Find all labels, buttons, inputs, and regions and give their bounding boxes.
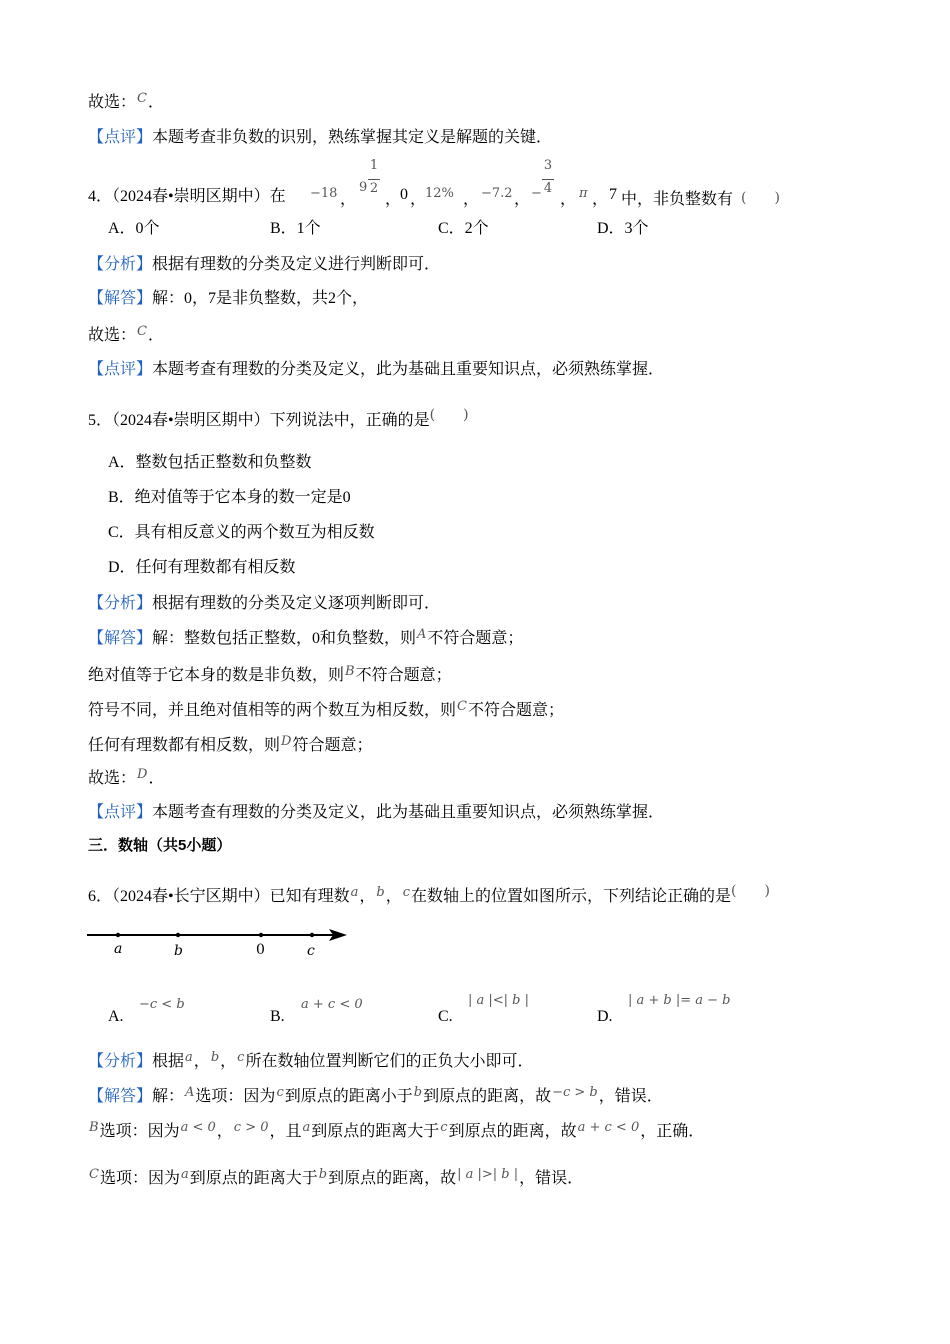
q6-paren: ( ) — [731, 883, 770, 899]
answer-text: 到原点的距离，故 — [448, 1123, 577, 1140]
choose-prefix: 故选： — [88, 327, 137, 344]
q5-answer-line-1 — [88, 628, 523, 651]
q4-item-neg18: −18 — [310, 186, 338, 201]
var-a: a — [180, 1167, 189, 1182]
sep: ， — [385, 888, 402, 905]
q4-sep: ， — [385, 191, 402, 208]
var-c: c — [440, 1120, 448, 1135]
sep: ， — [216, 1123, 233, 1140]
choose-answer: C — [137, 91, 147, 106]
var-c: c — [276, 1085, 284, 1100]
expr: | a |>| b | — [457, 1167, 519, 1182]
analysis-text: 所在数轴位置判断它们的正负大小即可． — [245, 1053, 534, 1070]
answer-text: 到原点的距离，故 — [423, 1088, 552, 1105]
q6-answer-b — [88, 1121, 704, 1144]
q5-stem-text: 5．（2024春•崇明区期中）下列说法中，正确的是 — [88, 412, 430, 429]
number-line-figure — [85, 922, 350, 962]
analysis-text: 根据有理数的分类及定义进行判断即可． — [152, 256, 441, 273]
var-B: B — [345, 664, 355, 679]
comment-text: 本题考查非负数的识别，熟练掌握其定义是解题的关键． — [152, 129, 553, 146]
label-a: a — [114, 941, 123, 957]
q4-frac-num: 3 — [543, 158, 553, 173]
q4-option-b: B．1个 — [270, 220, 321, 237]
q6-analysis — [88, 1051, 533, 1074]
var-c: c — [237, 1050, 245, 1065]
analysis-tag: 【分析】 — [88, 595, 153, 612]
var-A: A — [417, 627, 427, 642]
q5-choose-line: 故选：$^D$． — [88, 767, 165, 787]
q4-frac-bar — [542, 179, 554, 180]
q4-num: 4． — [88, 188, 113, 205]
var-c: c — [402, 885, 411, 900]
q6-answer-c — [88, 1168, 583, 1191]
q4-sep: ， — [340, 191, 357, 208]
q4-mixed-den: 2 — [369, 181, 379, 196]
q5-answer-line-3 — [88, 700, 564, 723]
var-B: B — [89, 1120, 99, 1135]
q4-sep: ， — [592, 191, 609, 208]
var-a: a — [350, 885, 359, 900]
q4-neg-sign: − — [531, 186, 542, 201]
q4-paren: ( ) — [741, 190, 780, 206]
q6-option-a-expr: −c < b — [139, 997, 185, 1012]
var-b: b — [376, 885, 385, 900]
q6-option-d-expr: | a + b |= a − b — [628, 993, 731, 1008]
q6-option-d-letter: D. — [597, 1008, 613, 1025]
q4-item-12pct: 12% — [425, 186, 454, 201]
var-C: C — [457, 699, 467, 714]
q6-option-c-expr: | a |<| b | — [468, 993, 530, 1008]
answer-text: ，正确． — [640, 1123, 705, 1140]
answer-text: 不符合题意； — [427, 630, 524, 647]
var-a: a — [302, 1120, 311, 1135]
q4-option-c: C．2个 — [438, 220, 489, 237]
expr: a + c < 0 — [577, 1120, 640, 1135]
var-a: a — [185, 1050, 193, 1065]
expr: a < 0 — [180, 1120, 216, 1135]
var-A: A — [185, 1085, 195, 1100]
answer-text: 符号不同，并且绝对值相等的两个数互为相反数，则 — [88, 702, 457, 719]
q5-option-a: A．整数包括正整数和负整数 — [108, 454, 312, 471]
choose-answer: C — [137, 324, 147, 339]
answer-text: 任何有理数都有相反数，则 — [88, 737, 281, 754]
answer-text: 到原点的距离，故 — [328, 1170, 457, 1187]
expr: −c > b — [552, 1085, 598, 1100]
answer-text: 选项：因为 — [99, 1170, 180, 1187]
q4-item-7: 7 — [609, 186, 617, 203]
expr: c > 0 — [233, 1120, 269, 1135]
answer-tag: 【解答】 — [88, 1088, 153, 1105]
var-b: b — [210, 1050, 220, 1065]
q4-item-neg72: −7.2 — [481, 186, 513, 201]
q5-comment — [88, 802, 664, 824]
comment-text: 本题考查有理数的分类及定义，此为基础且重要知识点，必须熟练掌握． — [152, 361, 665, 378]
q4-option-d: D．3个 — [597, 220, 649, 237]
choose-prefix: 故选： — [88, 94, 137, 111]
q4-mixed-num: 1 — [369, 158, 379, 173]
answer-text: 解：0，7是非负整数，共2个， — [152, 290, 369, 307]
answer-text: 不符合题意； — [467, 702, 564, 719]
answer-text: ，错误． — [519, 1170, 584, 1187]
sep: ， — [359, 888, 376, 905]
label-0: 0 — [256, 942, 265, 958]
label-c: c — [307, 943, 315, 959]
point-b — [176, 933, 180, 937]
q4-sep: ， — [463, 191, 480, 208]
q4-sep: ， — [560, 191, 577, 208]
q6-option-b-expr: a + c < 0 — [301, 997, 363, 1012]
q4-item-0: 0 — [400, 186, 408, 203]
var-b: b — [413, 1085, 423, 1100]
q4-sep: ， — [514, 191, 531, 208]
q4-option-a: A．0个 — [108, 220, 160, 237]
q5-option-d: D．任何有理数都有相反数 — [108, 559, 296, 576]
comment-tag: 【点评】 — [88, 804, 153, 821]
answer-text: 到原点的距离大于 — [189, 1170, 318, 1187]
q4-stem — [88, 186, 286, 208]
answer-text: 到原点的距离小于 — [284, 1088, 413, 1105]
answer-text: 不符合题意； — [355, 667, 452, 684]
answer-text: 选项：因为 — [195, 1088, 276, 1105]
prev-choose-line: 故选：$^C$． — [88, 91, 164, 111]
q6-option-b-letter: B. — [270, 1008, 285, 1025]
analysis-tag: 【分析】 — [88, 1053, 153, 1070]
q4-mixed-whole: 9 — [359, 180, 368, 195]
q6-stem-text: 6．（2024春•长宁区期中）已知有理数 — [88, 888, 350, 905]
answer-text: 绝对值等于它本身的数是非负数，则 — [88, 667, 345, 684]
q5-paren: ( ) — [429, 407, 469, 423]
q5-analysis — [88, 593, 440, 615]
sep: ， — [220, 1053, 237, 1070]
q5-stem — [88, 407, 469, 432]
q5-answer-line-4 — [88, 735, 372, 758]
q4-comment — [88, 359, 664, 381]
choose-prefix: 故选： — [88, 770, 137, 787]
point-c — [310, 933, 314, 937]
q4-choose-line: 故选：$^C$． — [88, 324, 164, 344]
q5-option-b: B．绝对值等于它本身的数一定是0 — [108, 489, 351, 506]
q4-tail: 中，非负整数有 — [621, 191, 734, 208]
answer-text: 到原点的距离大于 — [311, 1123, 440, 1140]
q4-answer — [88, 288, 368, 310]
analysis-tag: 【分析】 — [88, 256, 153, 273]
answer-tag: 【解答】 — [88, 290, 153, 307]
q6-stem — [88, 883, 770, 909]
q6-option-a-letter: A. — [108, 1008, 124, 1025]
answer-tag: 【解答】 — [88, 630, 153, 647]
choose-answer: D — [137, 767, 148, 782]
answer-text: ，错误． — [598, 1088, 663, 1105]
q6-option-c-letter: C. — [438, 1008, 453, 1025]
sep: ， — [193, 1053, 210, 1070]
q4-mixed-bar — [368, 179, 380, 180]
comment-text: 本题考查有理数的分类及定义，此为基础且重要知识点，必须熟练掌握． — [152, 804, 665, 821]
comment-tag: 【点评】 — [88, 361, 153, 378]
q6-stem-text: 在数轴上的位置如图所示，下列结论正确的是 — [411, 888, 732, 905]
label-b: b — [174, 943, 183, 959]
var-D: D — [281, 734, 292, 749]
answer-text: 解： — [152, 1088, 185, 1105]
q4-item-pi: π — [579, 186, 588, 201]
section-title: 三．数轴（共5小题） — [88, 837, 232, 854]
point-a — [116, 933, 120, 937]
var-C: C — [89, 1167, 99, 1182]
answer-text: 符合题意； — [292, 737, 373, 754]
q4-source: （2024春•崇明区期中）在 — [112, 188, 286, 205]
q4-frac-den: 4 — [543, 181, 553, 196]
comment-tag: 【点评】 — [88, 129, 153, 146]
q5-option-c: C．具有相反意义的两个数互为相反数 — [108, 524, 375, 541]
q6-answer-a — [88, 1086, 663, 1109]
answer-text: 选项：因为 — [99, 1123, 180, 1140]
prev-comment-line — [88, 127, 552, 149]
answer-text: ，且 — [269, 1123, 302, 1140]
var-b: b — [318, 1167, 328, 1182]
analysis-text: 根据有理数的分类及定义逐项判断即可． — [152, 595, 441, 612]
point-origin — [259, 933, 263, 937]
analysis-text: 根据 — [152, 1053, 185, 1070]
q4-sep: ， — [410, 191, 427, 208]
q5-answer-line-2 — [88, 665, 452, 688]
q4-analysis — [88, 254, 440, 276]
answer-text: 解：整数包括正整数，0和负整数，则 — [152, 630, 417, 647]
